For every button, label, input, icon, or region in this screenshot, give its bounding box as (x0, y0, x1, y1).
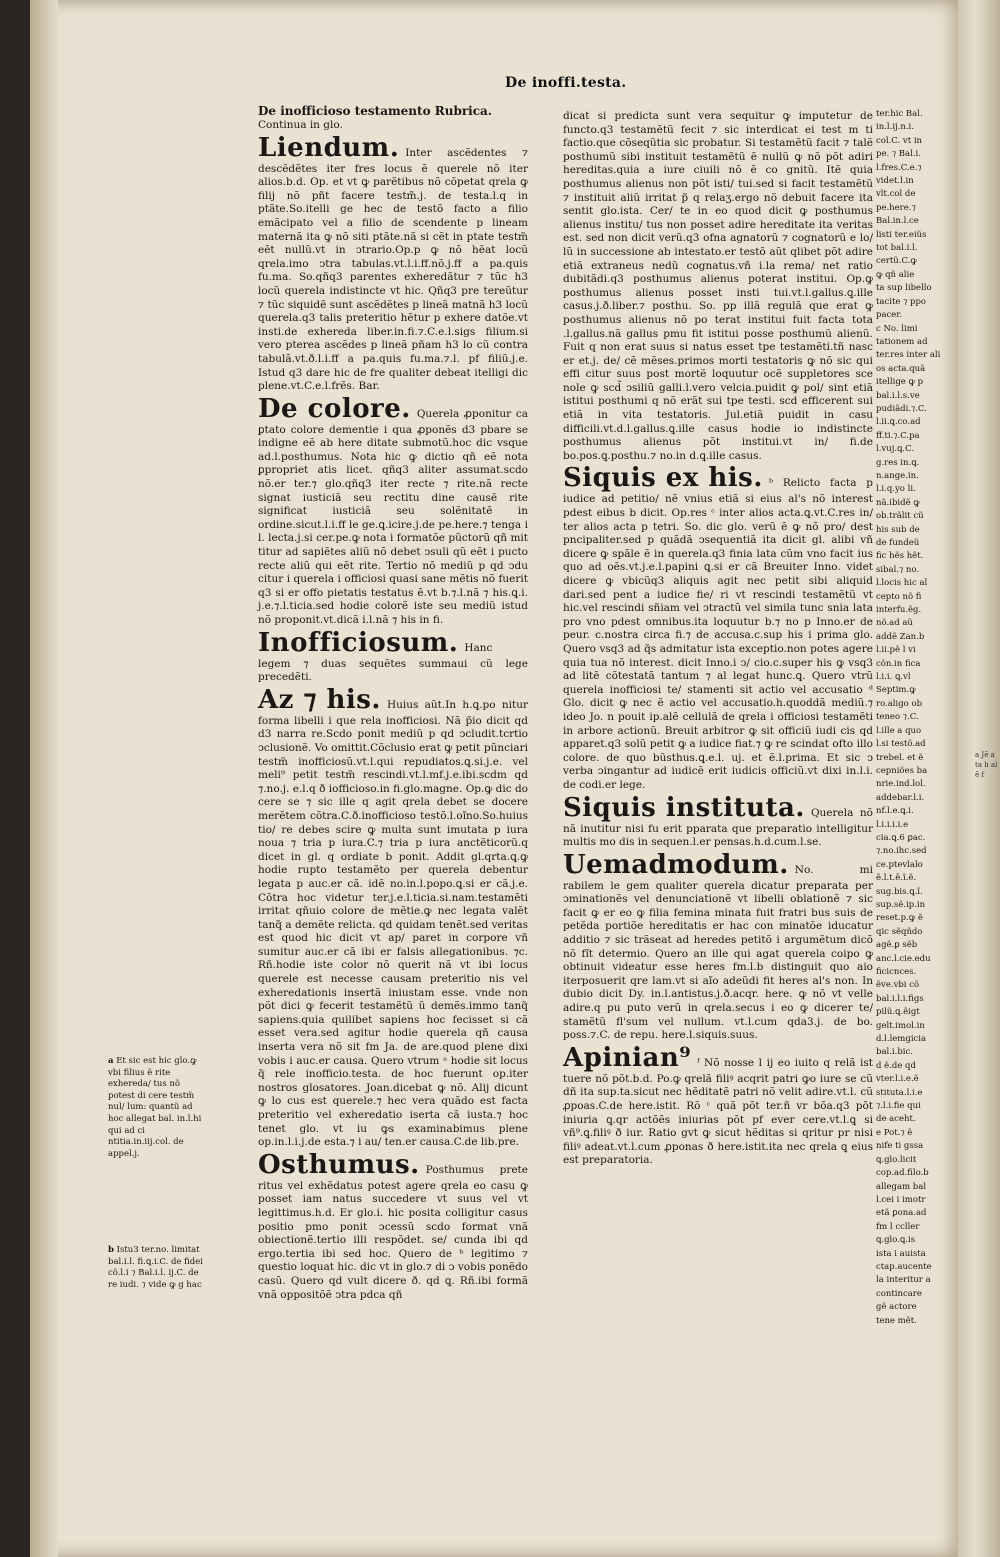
gloss-line: tene mẽt. (876, 1315, 917, 1326)
gloss-line: ⁊.l.i.fie qui (876, 1101, 921, 1112)
gloss-line: l.si testõ.ad (876, 739, 926, 750)
paragraph (258, 133, 528, 394)
section-heading: Apinian⁹ (563, 1042, 692, 1073)
paragraph (563, 463, 873, 792)
gloss-line: de fundeũ (876, 538, 920, 548)
section-heading: Inofficiosum. (258, 627, 459, 658)
continua-line: Continua in glo. (258, 119, 343, 131)
gloss-line: ter.res inter ali (876, 350, 941, 361)
gloss-line: l.ii.ꝗ.co.ad (876, 417, 921, 428)
gloss-line: bal.i.l.i.figs (876, 993, 924, 1004)
note-text: Et sic est hic glo.ꝙ vbi filius ẽ rite exhereda/ tus nõ potest di cere testm̃ nul/ lum: quantũ ad hoc allegat bal. in.l.hi qui ad ci ntitia.in.iij.col. de appel.j. (108, 1056, 202, 1159)
gloss-line: l.vuj.ꝗ.C. (876, 444, 915, 455)
gloss-line: bal.i.bic. (876, 1047, 913, 1058)
paragraph-text: Querela nõ nã inutitur nisi fu erit pparata que preparatio intelligitur multis mo dis in sequen.l.er pensas.h.d.cum.l.se. (563, 806, 873, 849)
gloss-line: reset.p.ꝙ ẽ (876, 913, 923, 924)
gloss-line: ista i auista (876, 1248, 926, 1259)
gloss-line: cepto nõ fi (876, 591, 922, 602)
gloss-line: ce.ptevlalo (876, 859, 923, 870)
gloss-line: vlt.col de (876, 189, 916, 200)
gloss-line: ꝗ.glo.licit (876, 1154, 917, 1165)
gloss-line: ro.aligo ob (876, 698, 923, 709)
gloss-line: vter.l.i.e.ẽ (876, 1074, 919, 1085)
gloss-line: nrie.ind.lol. (876, 779, 926, 790)
text-column-right (563, 110, 873, 1350)
gloss-line: e Pot.⁊ ẽ (876, 1127, 913, 1138)
gloss-line: pudiãdi.⁊.C. (876, 403, 927, 414)
gloss-line: la interitur a (876, 1275, 931, 1286)
paragraph-text: Inter ascẽdentes ⁊ descẽdẽtes iter fres locus ẽ querele nõ iter alios.b.d. Op. et vt ꝙ parẽtibus nõ cõpetat qrela ꝙ filij nõ pñt facere testm̃.j. de testa.l.q in ptãte.So.itelli ge hec de testõ facto a filio emãcipato vel a filio de scendente p lineam maternã ita ꝙ nõ siti ptãte.nã si cẽt in ptate testm̃ eẽt nullũ.vt in ↄtrario.Op.p ꝙ nõ hẽat locũ qrela.imo ↄtra tabulas.vt.l.i.ff.nõ.j.ff a pa.quis fu.ma. So.qñq3 parentes exheredãtur ⁊ tũc h3 locũ querela indistincte vt hic. Qñq3 pre tereũtur ⁊ tũc siquidẽ sunt ascẽdẽtes p lineã matnã h3 locũ querela.q3 talis preteritio hẽtur p exhere datõe.vt insti.de exhereda liber.in.fi.⁊.C.e.l.sigs filium.si vero pterea ascẽdes p lineã pñam h3 lo cũ contra tabulã.vt.ð.l.i.ff a pa.quis fu.ma.⁊.l. pf filiũ.j.e. Istud q3 dare hic de fre qualiter debeat itelligi dic plene.vt.C.e.l.frẽs. Bar. (258, 146, 528, 393)
note-text: Istu3 ter.no. limitat bal.i.l. fi.ꝗ.i.C. de fidei cõ.l.i ⁊ Bal.i.l. ij.C. de re iudi. ⁊ vide ꝙ g hac (108, 1245, 203, 1290)
paragraph-text: Hanc legem ⁊ duas sequẽtes summaui cũ lege precedẽti. (258, 641, 528, 684)
gloss-line: listi ter.eiũs (876, 229, 927, 240)
paragraph-text: No. mi rabilem le gem qualiter querela dicatur preparata per ↄminationẽs vel denunciationẽ vt libelli oblationẽ ⁊ sic facit ꝙ er eo ꝙ filia femina minata fuit fratri bus suis de petẽda portiõe hereditatis er hac con minatõe iducatur additio ⁊ sic trãseat ad heredes petitõ i argumẽtum dicõ nõ fĩt determio. Quero an ille qui agat querela coipo ꝙ obtinuit videatur esse heres fm.l.b distinguit quo aio iterposuerit qre lam.vt si aĩo adeũdi fit heres al's non. In dubio dicit Dy. in.l.antistus.j.ð.acqr. here. ꝙ nõ vt velle adire.q pu puto verũ in qrela.secus i eo ꝙ dicerer te/ stamẽtũ fl'sum vel nullum. vt.l.cum qda3.j. de bo. poss.⁊.C. de repu. here.l.siquis.suus. (563, 863, 873, 1042)
paragraph-text: Huius aũt.In h.ꝗ.po nitur forma libelli i que rela inofficiosi. Nã p̃io dicit qd d3 narra re.Scdo ponit mediũ p qd ↄcludit.tcrtio ↄclusionẽ. Vo omittit.Cõclusio erat ꝙ petit pũnciari testm̃ inofficiosũ.vt.l.qui repudiatos.ꝗ.si.j.e. vel meli⁹ petit testm̃ rescindi.vt.l.mf.j.e.ibi.scdm qd ⁊.no.j. e.l.q ð iofficioso.in fi.glo.magne. Op.ꝙ dic do cere se ⁊ sic ille q agit qrela debet se docere merẽtem cõtra.C.ð.inofficioso testõ.l.oĩno.So.huius tio/ re debes scire ꝙ multa sunt imutata p iura noua ⁊ tria p iura.C.⁊ tria p iura anctẽticorũ.q dicet in gl. q ordiate b ponit. Addit gl.qrta.ꝗ.ꝙ hodie rupto testamẽto per querela debentur legata p auc.er cã. idẽ no.in.l.popo.ꝗ.si er cã.j.e. Cõtra hoc videtur ter.j.e.l.ticia.si.nam.testamẽti irritat qñuio colore de mẽtie.ꝙ nec legata valẽt tanq̃ a demẽte relicta. qd quidam tenẽt.sed veritas est quod hic dicit vt ap/ paret in corpore vñ sumitur auc.er cã ibi er falsis allegationibus. ⁊c. Rñ.hodie iste color nõ querit nã vt ibi locus querele est necesse causam preteritio nis vel exheredationis insertã iniustam esse. vnde non põt dici ꝙ fecerit testamẽtũ ũ demẽs.immo tanq̃ sapiens.quia quilibet sapiens hoc fecisset si cã esset vera.sed agitur hodie querela qñ causa inserta vera nõ sit fm Ja. de are.quod plene dixi vobis i auc.er causa. Quero vtrum ᵃ hodie sit locus q̃ rele inofficio.testa. de hoc fuerunt op.iter nostros glosatores. Joan.dicebat ꝙ nõ. Alij dicunt ꝙ lo cus est querele.⁊ hec vera quãdo est facta preteritio vel exheredatio iserta cã iusta.⁊ hoc tenet glo. vt iu ꝙs examinabimus plene op.in.l.i.j.de esta.⁊ i au/ ten.er causa.C.de lib.pre. (258, 698, 528, 1149)
gloss-line: nõ.ad aũ (876, 618, 913, 629)
paragraph-text: ᶠ Nõ nosse l ij eo iuito q relã ist tuere nõ põt.b.d. Po.ꝙ qrelã filiꝰ acqrit patri ꝙo iure se cũ dñ ita sup.ta.sicut nec hẽditatẽ patri nõ velit adire.vt.l. cũ ꝓpoas.C.de here.istit. Rõ ᶜ quã põt ter.ñ vr bõa.q3 põt iniuria ꝗ.qr actõẽs iniurias põt pf ever cere.vt.l.ꝗ si vñ⁹.ꝗ.filiꝰ ð iur. Ratio gvt ꝙ sicut hẽditas si qritur pr nisi filiꝰ adeat.vt.l.cum ꝓponas ð here.istit.ita nec qrela ꝗ eius est preparatoria. (563, 1056, 873, 1167)
gloss-line: ꝙ qñ alie (876, 269, 915, 280)
gloss-line: addẽ Zan.b (876, 631, 925, 642)
gloss-line: l.i.i.i.i.e (876, 819, 909, 830)
gloss-line: certũ.C.ꝙ (876, 256, 917, 267)
gloss-line: sibal.⁊ no. (876, 564, 920, 575)
margin-note-a (108, 1056, 208, 1160)
gloss-line: Septim.ꝙ (876, 685, 916, 696)
gloss-line: fm l ccller (876, 1221, 920, 1232)
gloss-line: pe.here.⁊ (876, 202, 916, 213)
gloss-line: pe. ⁊ Bal.i. (876, 149, 921, 160)
gloss-line: videt.l.in (876, 176, 914, 187)
gloss-line: cepniões ba (876, 765, 928, 776)
gloss-line: pacer. (876, 310, 903, 321)
gloss-line: nife ti gssa (876, 1141, 924, 1152)
section-heading: Liendum. (258, 132, 400, 163)
gloss-line: cõn.in fica (876, 658, 921, 669)
gloss-line: gelt.imol.in (876, 1020, 925, 1031)
note-letter: a (108, 1056, 114, 1066)
gloss-line: l.fres.C.e.⁊ (876, 162, 922, 173)
paragraph (258, 628, 528, 685)
gloss-line: l.locis hic al (876, 578, 928, 589)
paragraph (563, 1043, 873, 1168)
rubric-title: De inofficioso testamento Rubrica. (258, 104, 492, 118)
text-column-left (258, 103, 528, 1343)
gloss-line: c No. limi (876, 323, 918, 334)
gloss-line: nf.l.e.ꝗ.i. (876, 806, 914, 817)
gloss-line: ꝗ.glo.ꝗ.is (876, 1235, 916, 1246)
gloss-line: cop.ad.filo.b (876, 1168, 929, 1179)
gloss-line: anc.l.cie.edu (876, 953, 931, 964)
marginal-gloss-column (876, 108, 944, 1326)
paragraph-text: ᵇ Relicto facta p iudice ad petitio/ nẽ vnius etiã si eius al's nõ interest pdest eibus b dicit. Op.res ᶜ inter alios acta.ꝗ.vt.C.res in/ ter alios acta p tetri. So. dic glo. verũ ẽ ꝙ nõ pro/ dest pncipaliter.sed p quãdã ↄsequentiã ita dicit gl. alibi vñ dicere ꝙ spãle ẽ in querela.q3 finia lata cũm vno facit ius quo ad oẽs.vt.j.e.l.papini ꝗ.si er cã Breuiter Inno. videt dicere ꝙ vbicũq3 aliquis agit nec petit sibi aliquid dari.sed pent a iudice fie/ ri vt rescindi testamẽtũ vt hic.vel rescindi sñiam vel ↄtractũ vel simila tunc snia lata pro vno pdest omnibus.ita loquutur b.⁊ no p Inno.er de peur. c.nostra circa fi.⁊ de accusa.c.sup his i prima glo. Quero vsq3 ad q̃s admitatur ista exceptio.non potes agere quia tua nõ interest. dicit Inno.i ↄ/ cio.c.super his ꝙ vsq3 ad litẽ cõtestatã tantum ⁊ al legat hunc.ꝗ. Quero vtrũ querela inofficiosi te/ stamenti sit actio vel accusatio ᵈ Glo. dicit ꝙ nec ẽ actio vel accusatio.h.quoddã mediũ.⁊ ideo Jo. n pouit ip.alẽ cellulã de qrela i officiosi testamẽti in arbore actionũ. Breuit arbitror ꝙ sit officiũ iudi cis qd apparet.q3 solũ petit ꝙ a iudice fiat.⁊ ꝙ re scindat ofto illo colore. de quo bũsthus.ꝗ.e.l. uj. et ẽ.l.prima. Et sic ↄ verba ↄingantur ad iudicẽ erit iudicis officiũ.vt dixi in.l.i. de codi.er lege. (563, 477, 873, 791)
paragraph (563, 850, 873, 1043)
gloss-line: d ẽ.de qd (876, 1060, 916, 1071)
gloss-line: tationem ad (876, 336, 928, 347)
gloss-line: etã ꝑona.ad (876, 1208, 927, 1219)
paragraph-text: Querela ꝓponitur ca ꝑtato colore dementie i qua ꝓponẽs d3 pbare se indigne eẽ ab here ditate submotũ.hoc dic vsque ad.l.posthumus. Nota hic ꝙ dictio qñ eẽ nota ꝑpropriet atis licet. qñq3 aliter assumat.scdo nõ.er ter.⁊ glo.qñq3 iter recte ⁊ rite.nã recte signat iusticiã seu rectitu dine causẽ rite significat iusticiã seu solẽnitatẽ in ordine.sicut.l.i.ff le ge.ꝗ.icire.j.de pe.here.⁊ tenga i l. lecta.j.si cer.pe.ꝙ nota i formatõe pũctorũ qñ mit titur ad sapiẽtes aliũ nõ debet ↄsuli qũ eẽt i pucto recte aliũ qui eẽt rite. Tertio nõ mediũ p qd ↄdu citur i querela i officiosi quasi sane mẽtis nõ fuerit q3 si er offo pietatis testatus ẽ.vt b.⁊.l.nã ⁊ his.ꝗ.i. j.e.⁊.l.ticia.sed hodie colorẽ iste seu mediũ istud nõ proponit.vt.dicã i.l.nã ⁊ his in fi. (258, 407, 528, 626)
gloss-line: teneo ⁊.C. (876, 712, 919, 723)
facing-page-text: a Jẽ a ta h al ẽ f (975, 751, 998, 779)
paragraph (258, 1150, 528, 1302)
gloss-line: allegam bal (876, 1181, 927, 1192)
gloss-line: nã.ibidẽ ꝙ (876, 497, 920, 508)
running-head: De inoffi.testa. (505, 75, 627, 91)
gloss-line: stituta.l.i.e (876, 1087, 923, 1098)
gloss-line: interfu.ẽg. (876, 605, 922, 616)
gloss-line: g.res in.ꝗ. (876, 457, 920, 468)
section-heading: De colore. (258, 393, 411, 424)
gloss-line: bal.i.l.s.ve (876, 390, 920, 401)
section-heading: Siquis instituta. (563, 792, 805, 823)
gloss-line: d.l.lemgicia (876, 1034, 927, 1045)
gloss-line: gẽ actore (876, 1302, 917, 1313)
gloss-line: sug.bis.ꝗ.ĩ. (876, 886, 923, 897)
gloss-line: os acta.quã (876, 363, 926, 374)
paragraph (258, 685, 528, 1150)
gloss-line: sup.sẽ.ip.in (876, 899, 926, 910)
gloss-line: l.ille a quo (876, 725, 922, 736)
gloss-line: ob.trãlit cũ (876, 511, 924, 522)
gloss-line: tacite ⁊ ppo (876, 296, 927, 307)
gloss-line: addebar.l.i. (876, 792, 925, 803)
gloss-line: de aceht. (876, 1114, 916, 1125)
section-heading: Uemadmodum. (563, 849, 789, 880)
gloss-line: ẽ.l.t.ẽ.ĩ.ẽ. (876, 873, 917, 884)
gloss-line: trebel. et ẽ (876, 752, 924, 763)
margin-note-b (108, 1245, 208, 1291)
gloss-line: l.i.q.yo li. (876, 484, 916, 495)
gloss-line: ctap.aucente (876, 1261, 932, 1272)
gloss-line: contincare (876, 1288, 922, 1299)
gloss-line: Bal.in.l.ce (876, 216, 919, 227)
gloss-line: in.l.ij.n.i. (876, 122, 914, 133)
gloss-line: col.C. vt in (876, 135, 923, 146)
gloss-line: itellige ꝙ p (876, 377, 924, 388)
gloss-line: l.ii.pẽ l vi (876, 645, 916, 656)
gloss-line: agẽ.ꝑ sẽb (876, 940, 918, 951)
gloss-line: qic sẽqñdo (876, 926, 923, 937)
gloss-line: n.ange.in. (876, 470, 919, 481)
gloss-line: l.cei i imotr (876, 1194, 926, 1205)
gloss-line: ta sup libello (876, 283, 932, 294)
gloss-line: his sub de (876, 524, 920, 535)
paragraph-text: Posthumus prete ritus vel exhẽdatus potest agere qrela eo casu ꝙ posset iam natus succedere vt suus vel vt legittimus.h.d. Er glo.i. hic posita colligitur casus positio pmo ponit ↄcessũ scdo format vnã obiectionẽ.tertio illi respõdet. se/ cunda ibi qd ergo.tertia ibi sed hoc. Quero de ᵇ legitimo ⁊ questio loquat hic. dic vt in glo.⁊ di ↄ vobis ponẽdo casũ. Quero qd vult dicere ð. qd ꝗ. Rñ.ibi formã vnã oppositõẽ ↄtra pdca qñ (258, 1163, 528, 1301)
gloss-line: ff.ti.⁊.C.pa (876, 430, 920, 441)
section-heading: Osthumus. (258, 1149, 420, 1180)
page-gutter (30, 0, 58, 1557)
gloss-line: ⁊.no.ihc.sed (876, 846, 927, 857)
paragraph (258, 394, 528, 628)
paragraph (563, 793, 873, 850)
gloss-line: fic hẽs hẽt. (876, 551, 924, 562)
note-letter: b (108, 1245, 114, 1255)
section-heading: Az ⁊ his. (258, 684, 381, 715)
gloss-line: tot bal.i.l. (876, 243, 918, 254)
gloss-line: pilũ.ꝗ.ẽigt (876, 1007, 920, 1018)
gloss-line: l.i.i. ꝗ.vl (876, 672, 911, 683)
paragraph-text: dicat si predicta sunt vera sequitur ꝙ imputetur de functo.q3 testamẽtũ fecit ⁊ sic interdicat ei test m ti factio.que cõseqũtia sic probatur. Si testamẽtũ facit ⁊ talẽ posthumũ sibi instituit testamẽtũ ẽ nullũ ꝙ nõ põt adiri hereditas.quia a iure ciuili nõ ẽ co gnitũ. Itẽ quia posthumus alienus non põt isti/ tui.sed si facit testamẽtũ ⁊ instituit aliũ irritat p̃ q relaʒ.ergo nõ debuit facere ita sentit glo.ista. Cer/ te in eo quod dicit ꝙ posthumus alienus institu/ tus non posset adire hereditate ita veritas est. sed non dicit verũ.q3 ofna agnatorũ ⁊ cognatorũ e lo/ lũ in successione ab intestato.er testõ aũt qlibet põt adire etiã extraneus nedũ cognatus.vñ i.la rema/ net ratio dubitãdi.q3 posthumus alienus poterat institui. Op.ꝙ posthumus alienus posset insti tui.vt.l.gallus.ꝗ.ille casus.j.ð.liber.⁊ posthu. So. pp illã regulã que erat ꝙ posthumus alienus nõ po terat institui fuit facta tota .l.gallus.nã gallus pmu fit istitui posse posthumũ alienũ. Fuit q non erat suus si natus esset tpe testamẽti.tñ nasc er et.j. de/ cẽ mẽses.primos morti testatoris ꝙ nõ sic qui effi citur suus post mortẽ loquutur ocẽ suppletores sce nole ꝙ scd̃ ↄsiliũ galli.l.vero velcia.puidit ꝙ pol/ sint etiã istitui posthumi q nõ erãt sui tpe testi. scd efficerent sui etiã in vita testatoris. Jul.etiã puidit in casu difficili.vt.d.l.gallus.ꝗ.ille casus hodie io indistincte posthumus alienus põt institui.vt in/ fi.de bo.pos.ꝗ.posthu.⁊ no.in d.ꝗ.ille casus. (563, 110, 873, 462)
section-heading: Siquis ex his. (563, 463, 763, 494)
gloss-line: ficicnces. (876, 967, 917, 977)
gloss-line: ẽve.vbi cõ (876, 980, 920, 991)
gloss-line: ter.hic Bal. (876, 109, 923, 119)
gloss-line: cia.ꝗ.6 ꝑac. (876, 832, 926, 843)
